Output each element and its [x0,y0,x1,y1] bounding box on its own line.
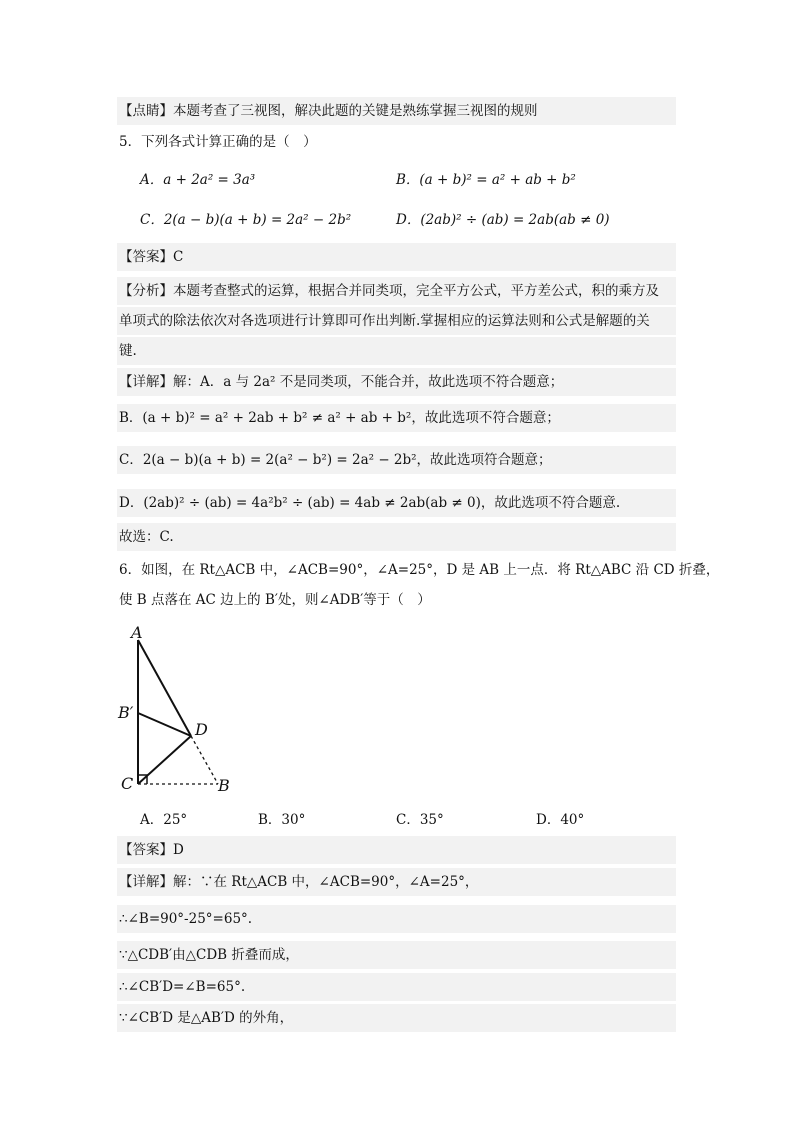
label-a: A [131,623,143,642]
q6-option-b: B．30° [258,812,306,828]
q6-detail-3: ∵△CDB′由△CDB 折叠而成， [117,941,676,969]
q5-answer: 【答案】C [117,243,676,271]
q5-detail-d: D．(2ab)² ÷ (ab) = 4a²b² ÷ (ab) = 4ab ≠ 2ab(ab ≠ 0)，故此选项不符合题意. [117,489,676,517]
label-b: B [218,776,230,795]
q6-detail-2: ∴∠B=90°-25°=65°. [117,905,676,933]
q5-analysis-2: 单项式的除法依次对各选项进行计算即可作出判断.掌握相应的运算法则和公式是解题的关 [117,307,676,335]
label-c: C [121,774,134,793]
comment-line: 【点睛】本题考查了三视图，解决此题的关键是熟练掌握三视图的规则 [117,97,676,125]
q6-detail-5: ∵∠CB′D 是△AB′D 的外角， [117,1004,676,1032]
q5-option-b: B．(a + b)² = a² + ab + b² [396,172,576,188]
triangle-figure [112,618,252,803]
q6-stem-1: 6．如图，在 Rt△ACB 中，∠ACB=90°，∠A=25°，D 是 AB 上一点．将 Rt△ABC 沿 CD 折叠， [119,562,720,578]
q5-stem: 5．下列各式计算正确的是（ ） [119,134,317,150]
q5-detail-a: 【详解】解：A．a 与 2a² 不是同类项，不能合并，故此选项不符合题意； [117,368,676,396]
q5-detail-c: C．2(a − b)(a + b) = 2(a² − b²) = 2a² − 2b²，故此选项符合题意； [117,446,676,474]
q5-choice: 故选：C. [117,523,676,551]
q5-detail-b: B．(a + b)² = a² + 2ab + b² ≠ a² + ab + b²，故此选项不符合题意； [117,404,676,432]
q5-option-d: D．(2ab)² ÷ (ab) = 2ab(ab ≠ 0) [396,212,610,228]
q6-detail-1: 【详解】解：∵在 Rt△ACB 中，∠ACB=90°，∠A=25°， [117,868,676,896]
q5-option-c: C．2(a − b)(a + b) = 2a² − 2b² [140,212,352,228]
label-b-prime: B′ [118,703,134,722]
q6-answer: 【答案】D [117,836,676,864]
q5-analysis-1: 【分析】本题考查整式的运算，根据合并同类项，完全平方公式，平方差公式，积的乘方及 [117,277,676,305]
q6-option-c: C．35° [396,812,444,828]
q5-option-a: A．a + 2a² = 3a³ [140,172,256,188]
q6-stem-2: 使 B 点落在 AC 边上的 B′处，则∠ADB′等于（ ） [119,592,431,608]
q5-analysis-3: 键. [117,337,676,365]
q6-detail-4: ∴∠CB′D=∠B=65°. [117,973,676,1001]
label-d: D [195,720,208,739]
q6-option-d: D．40° [536,812,585,828]
q6-option-a: A．25° [140,812,188,828]
